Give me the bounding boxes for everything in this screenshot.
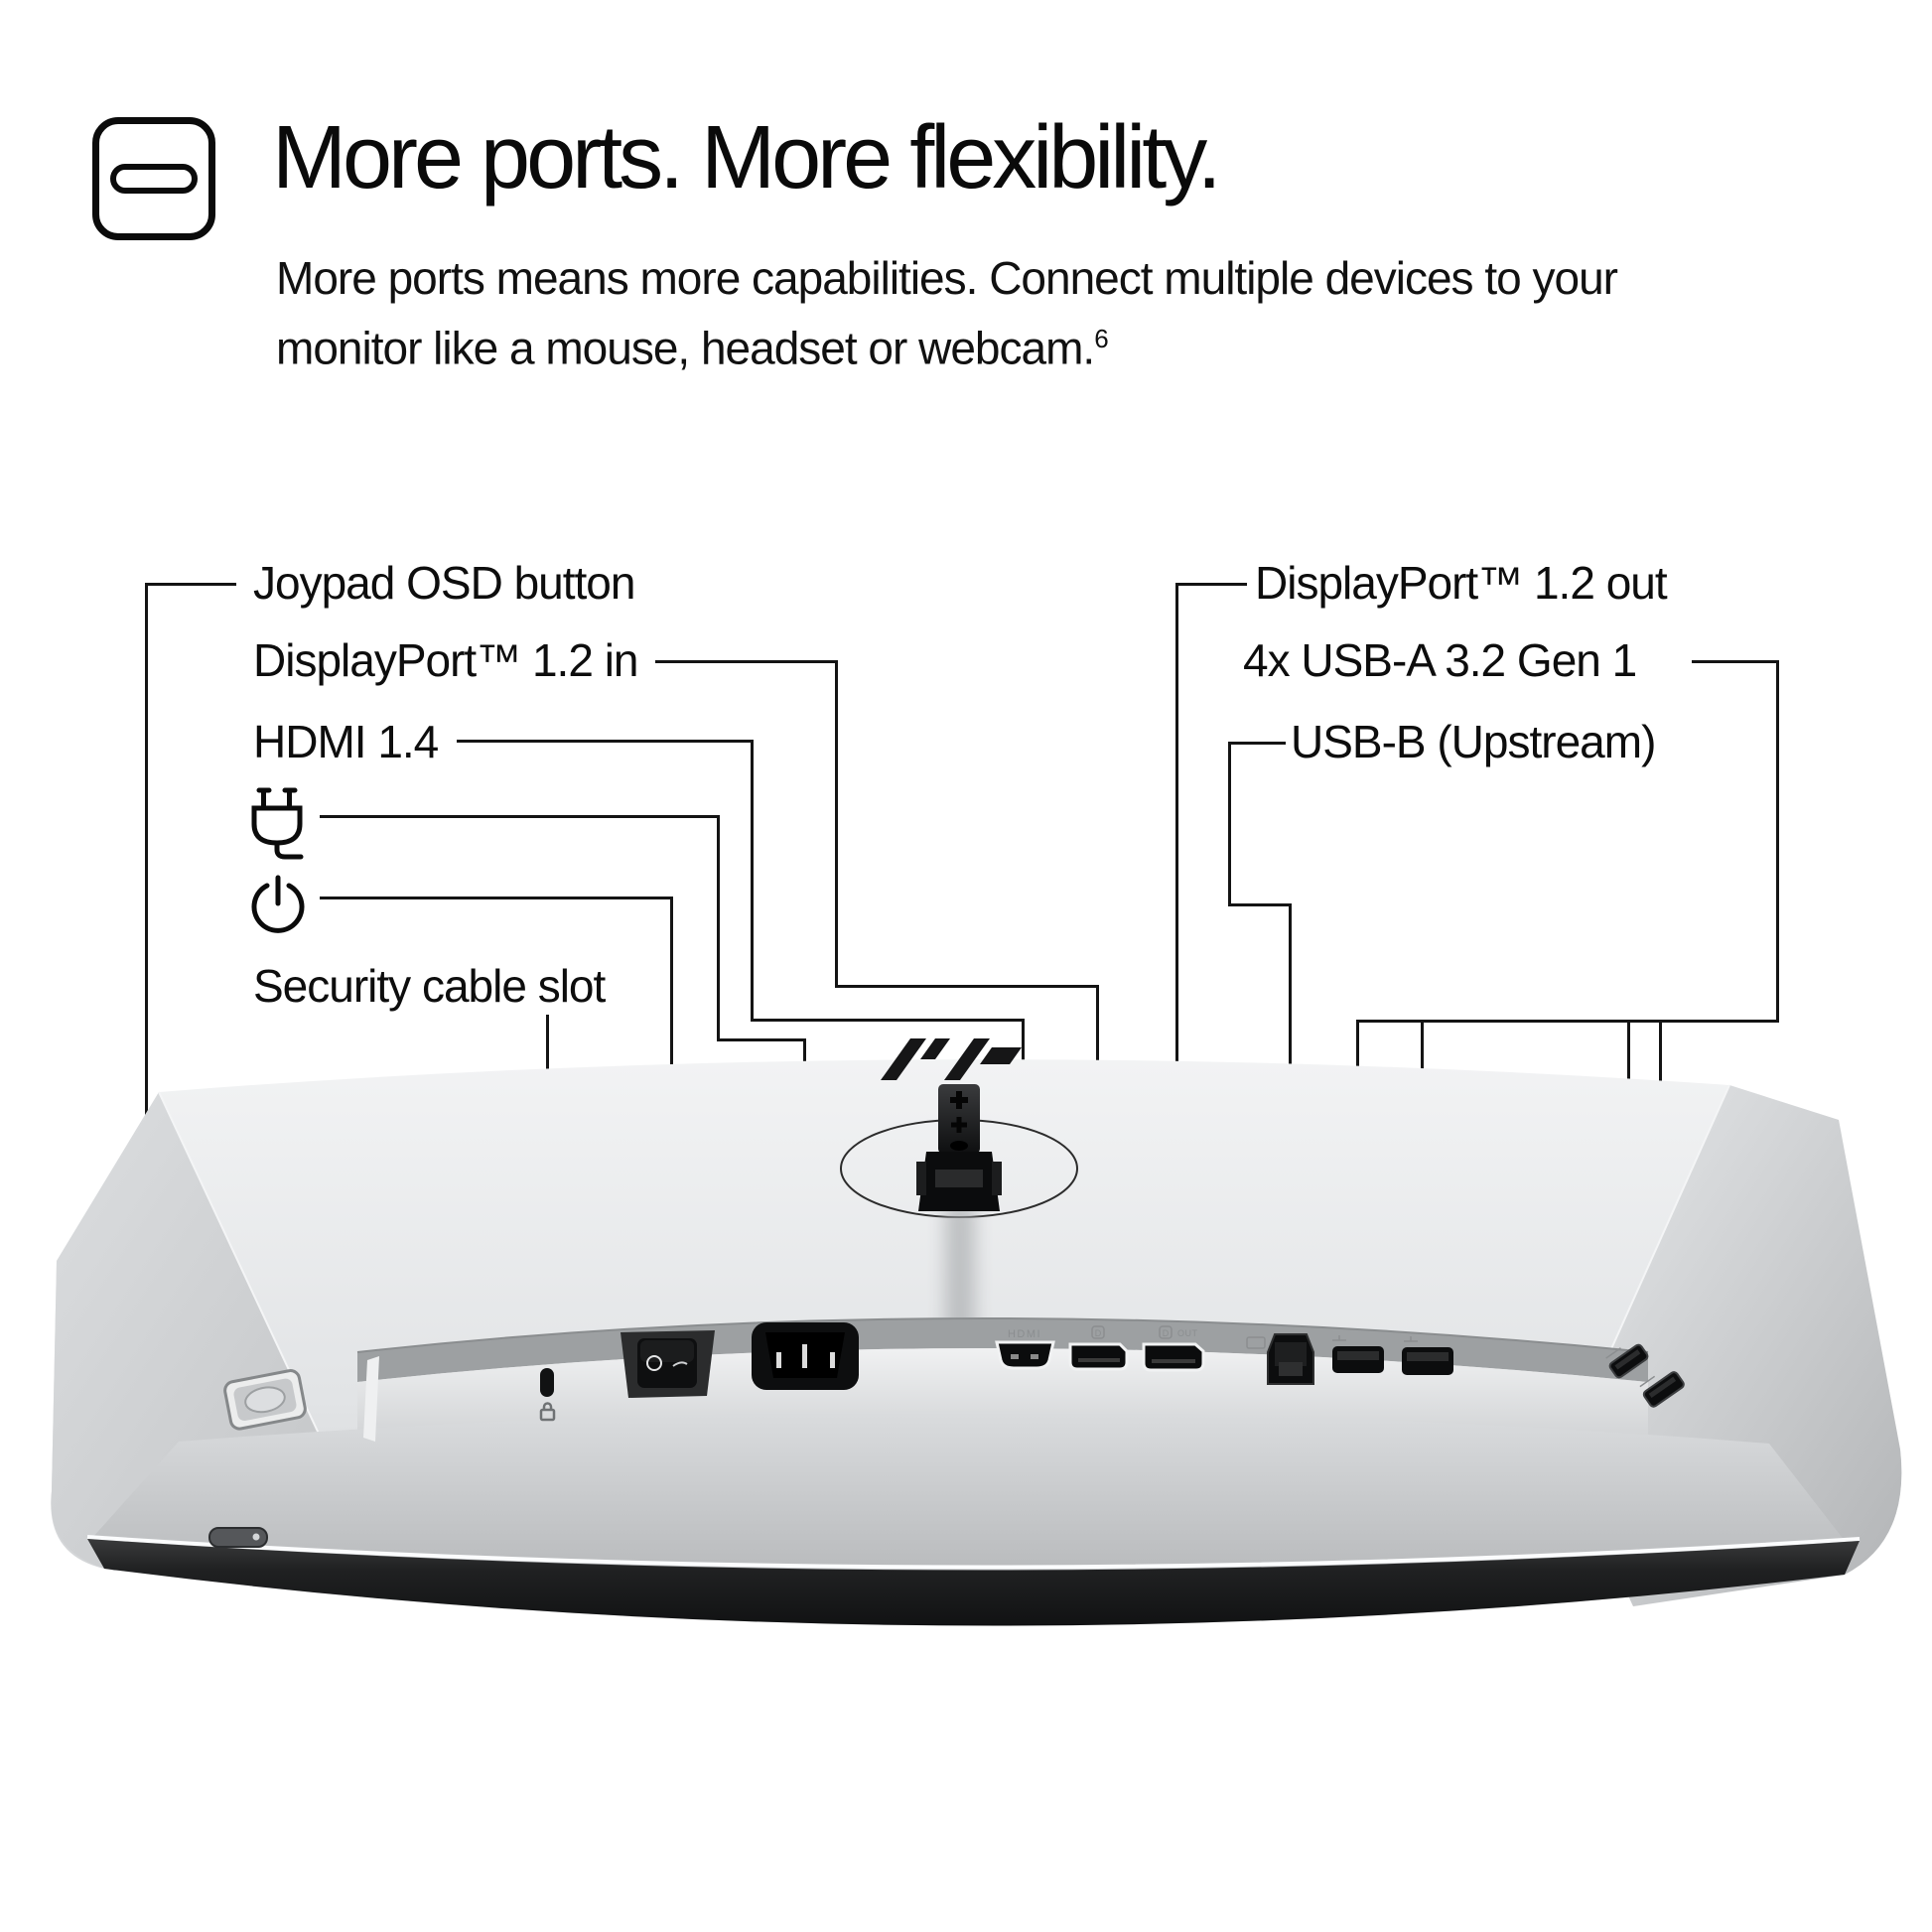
leader-line-dp-in [835,985,1099,988]
power-plug-icon [246,786,308,864]
subtitle-line1: More ports means more capabilities. Connect multiple devices to your [276,252,1617,304]
subtitle-line2: monitor like a mouse, headset or webcam. [276,322,1095,374]
port-label-dp: D [1094,1328,1102,1338]
callout-label-dp-out: DisplayPort™ 1.2 out [1255,557,1667,609]
port-label-hdmi: HDMI [1007,1328,1042,1340]
leader-line-dp-out [1175,583,1247,586]
leader-line-usb-b [1228,903,1292,906]
page-subtitle [276,248,1825,378]
callout-label-hdmi: HDMI 1.4 [253,716,439,767]
leader-line-joypad [145,583,236,586]
svg-text:D: D [1162,1328,1170,1338]
usb-c-port-icon [92,117,215,240]
leader-line-dp-in [655,660,838,663]
leader-line-usb-a [1776,660,1779,1023]
power-switch [621,1330,715,1398]
leader-line-power-button [320,897,673,899]
callout-label-usb-b: USB-B (Upstream) [1291,716,1656,767]
leader-line-usb-a [1692,660,1779,663]
leader-line-usb-b [1228,742,1286,745]
footnote-marker: 6 [1094,324,1108,353]
monitor-illustration [30,1013,1906,1688]
leader-line-power-plug [320,815,720,818]
power-button-icon [248,874,308,935]
callout-label-dp-in: DisplayPort™ 1.2 in [253,634,638,686]
page-title: More ports. More flexibility. [272,108,1218,207]
leader-line-usb-b [1228,742,1231,906]
callout-label-joypad: Joypad OSD button [253,557,635,609]
usb-c-pill-shape [110,164,198,194]
leader-line-hdmi [457,740,754,743]
ac-power-inlet [752,1322,859,1390]
leader-line-hdmi [751,740,754,1022]
leader-line-dp-in [835,660,838,988]
front-power-button [209,1528,267,1547]
callout-label-usb-a: 4x USB-A 3.2 Gen 1 [1243,634,1637,686]
leader-line-power-plug [717,815,720,1041]
callout-label-security: Security cable slot [253,960,606,1012]
port-label-dp-out: OUT [1177,1328,1198,1338]
